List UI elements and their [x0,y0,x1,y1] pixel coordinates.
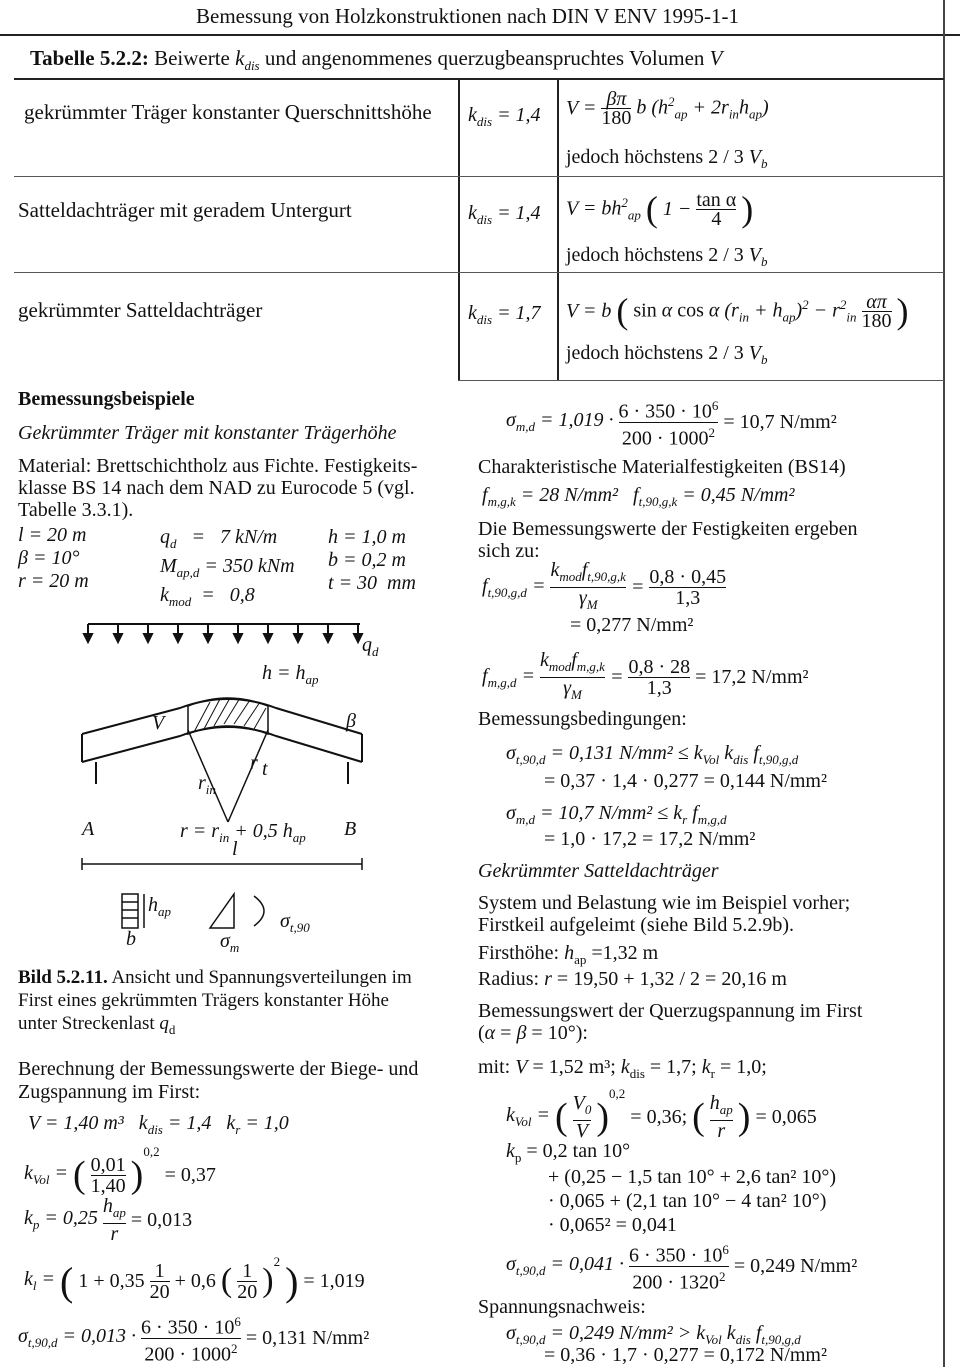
calc-heading: Berechnung der Bemessungswerte der Biege- und Zugspannung im First: [18,1058,419,1103]
radius: Radius: r = 19,50 + 1,32 / 2 = 20,16 m [478,968,787,990]
fig-label-v: V [152,712,165,734]
apex-zone [188,698,268,734]
fig-label-b: B [344,818,357,840]
kvol-line: $k_{Vol}$ = ( $\frac{V_0}{V}$ )$^{0,2}$ = 0,36; ( $h_{ap}$ r ) = 0,065 [506,1086,817,1143]
fig-label-h-hap: $h = h_{ap}$ [262,662,319,687]
nachweis-2: = 0,36 · 1,7 · 0,277 = 0,172 N/mm² [544,1344,827,1366]
kp-line-1: $k_p = 0,2$ tan 10° [506,1140,631,1165]
table-row-label: gekrümmter Träger konstanter Querschnittshöhe [24,100,432,124]
load-arrows [84,624,362,642]
page-header: Bemessung von Holzkonstruktionen nach DIN V ENV 1995-1-1 [196,4,740,28]
fig-label-t: t [262,758,268,780]
curved-beam [82,699,362,762]
section-b-hap [122,894,144,928]
calc-line-kl: $k_l$ = ( 1 + 0,35 $\frac{1}{20}$ + 0,6 ( $\frac{1}{20}$ )$^2$ ) = 1,019 [24,1254,365,1304]
system-text: System und Belastung wie im Beispiel vorher; Firstkeil aufgeleimt (siehe Bild 5.2.9b). [478,892,851,936]
fig-label-l: l [232,838,238,860]
sigma-md: $\sigma_{m,d} = 1,019$ · $\frac{6 \cdot 350 \cdot 10^6}{200 \cdot 1000^2}$ = 10,7 N/mm² [506,398,837,450]
header-rule [0,34,960,36]
fig-label-r: r [250,752,258,774]
cond-1a: $\sigma_{t,90,d} = 0,131$ $N/mm^2 \le k_{Vol}$ $k_{dis}$ $f_{t,90,g,d}$ [506,742,799,767]
table-top-rule [14,78,944,80]
supports [96,762,348,784]
char-heading: Charakteristische Materialfestigkeiten (BS14) [478,456,846,478]
char-values: $f_{m,g,k} = 28$ N/mm² $f_{t,90,g,k} = 0,45$ N/mm² [482,484,795,509]
volume-limit: jedoch höchstens 2 / 3 $V_b$ [566,244,768,269]
kdis-value: $k_{dis} = 1,4$ [468,104,541,129]
volume-limit: jedoch höchstens 2 / 3 $V_b$ [566,342,768,367]
table-vline-2 [557,80,559,380]
stress-distribution [210,894,264,928]
firsthoehe: Firsthöhe: $h_{ap} =1,32$ m [478,942,659,967]
cond-2b: = 1,0 · 17,2 = 17,2 N/mm² [544,828,756,850]
fig-label-rin: $r_{in}$ [198,772,216,797]
figure-caption: Bild 5.2.11. Ansicht und Spannungsverteilungen im First eines gekrümmten Trägers konstanter Höhe unter Streckenlast $q_d$ [18,967,412,1037]
fig-label-qd: $q_d$ [362,634,379,659]
table-caption-text: Beiwerte $k_{dis}$ und angenommenes querzugbeanspruchtes Volumen V [154,46,723,74]
section-subheading: Gekrümmter Träger mit konstanter Trägerhöhe [18,422,397,444]
calc-line-kvol: $k_{Vol}$ = ( $\frac{0,01}{1,40}$ )$^{0,2}$ = 0,37 [24,1144,216,1197]
fig-label-beta: β [346,710,356,732]
params-col-3: h = 1,0 m b = 0,2 m t = 30 mm [328,526,416,594]
table-bottom-rule [458,380,944,381]
volume-formula: V = $\frac{\beta\pi}{180}$ b $(h^2_{ap} + 2r_{in}h_{ap})$ [566,88,769,129]
bemessungswert-heading: Bemessungswert der Querzugspannung im First (α = β = 10°): [478,1000,863,1044]
table-row-rule-1 [14,176,944,177]
ft90-calc: $f_{t,90,g,d}$ = $k_{mod}f_{t,90,g,k}$ $\gamma_M$ = $\frac{0,8 \cdot 0,45}{1,3}$ [482,559,727,612]
section-heading: Bemessungsbeispiele [18,388,195,410]
fig-label-r-eq: $r = r_{in} + 0,5$ $h_{ap}$ [180,820,306,845]
fm-calc: $f_{m,g,d}$ = $k_{mod}f_{m,g,k}$ $\gamma_M$ = $\frac{0,8 \cdot 28}{1,3}$ = 17,2 N/mm² [482,649,809,702]
table-row-rule-2 [14,272,944,273]
table-caption: Tabelle 5.2.2: Beiwerte $k_{dis}$ und angenommenes querzugbeanspruchtes Volumen V [30,46,723,74]
volume-formula: $V = bh^2_{ap}$ ( 1 − $\frac{\text{tan α}}{4}$ ) [566,188,754,230]
fig-label-sigma-t90: $\sigma_{t,90}$ [280,910,310,935]
calc-line-kp: $k_p = 0,25$ $h_{ap}$ r = 0,013 [24,1195,193,1245]
table-vline-1 [458,80,460,380]
table-row-label: Satteldachträger mit geradem Untergurt [18,198,352,222]
nachweis-1: $\sigma_{t,90,d} = 0,249$ $N/mm^2 > k_{Vol}$ $k_{dis}$ $f_{t,90,g,d}$ [506,1322,801,1347]
kp-line-3: · 0,065 + (2,1 tan 10° − 4 tan² 10°) [548,1190,827,1212]
fig-label-sigma-m: $\sigma_m$ [220,930,240,955]
params-col-1: l = 20 m β = 10° r = 20 m [18,524,89,592]
volume-formula: V = b ( sin α cos α $(r_{in} + h_{ap})^2 - r^2_{in}$ $\frac{\alpha\pi}{180}$ ) [566,290,909,332]
material-text: Material: Brettschichtholz aus Fichte. Festigkeits- klasse BS 14 nach dem NAD zu Eurocode 5 (vgl. Tabelle 3.3.1). [18,455,418,521]
subheading-2: Gekrümmter Satteldachträger [478,860,719,882]
kdis-value: $k_{dis} = 1,4$ [468,202,541,227]
volume-limit: jedoch höchstens 2 / 3 $V_b$ [566,146,768,171]
mit-line: mit: V = 1,52 m³; $k_{dis} = 1,7$; $k_r = 1,0$; [478,1056,767,1081]
cond-1b: = 0,37 · 1,4 · 0,277 = 0,144 N/mm² [544,770,827,792]
fig-label-a: A [82,818,95,840]
fig-label-hap: $h_{ap}$ [148,894,171,919]
page-edge [943,0,945,1367]
kdis-value: $k_{dis} = 1,7$ [468,302,541,327]
fig-label-b-width: b [126,928,136,950]
table-row-label: gekrümmter Satteldachträger [18,298,263,322]
ft90-result: = 0,277 N/mm² [570,614,694,636]
kp-line-4: · 0,065² = 0,041 [548,1214,677,1236]
sigma-t90-2: $\sigma_{t,90,d} = 0,041$ · $\frac{6 \cdot 350 \cdot 10^6}{200 \cdot 1320^2}$ = 0,249 N/mm² [506,1242,858,1294]
calc-line-v: V = 1,40 m³ $k_{dis} = 1,4$ $k_r = 1,0$ [28,1112,289,1137]
params-col-2: $q_d = 7$ kN/m $M_{ap,d} = 350$ kNm $k_{mod} = 0,8$ [160,526,295,609]
design-heading: Die Bemessungswerte der Festigkeiten ergeben sich zu: [478,518,858,562]
spannungsnachweis: Spannungsnachweis: [478,1296,646,1318]
cond-2a: $\sigma_{m,d} = 10,7$ $N/mm^2 \le k_r$ $f_{m,g,d}$ [506,802,727,827]
calc-line-sigma-t90: $\sigma_{t,90,d} = 0,013$ · $\frac{6 \cdot 350 \cdot 10^6}{200 \cdot 1000^2}$ = 0,131 N/mm² [18,1314,370,1366]
beam-figure [60,612,400,942]
kp-line-2: + (0,25 − 1,5 tan 10° + 2,6 tan² 10°) [548,1166,837,1188]
cond-heading: Bemessungsbedingungen: [478,708,687,730]
